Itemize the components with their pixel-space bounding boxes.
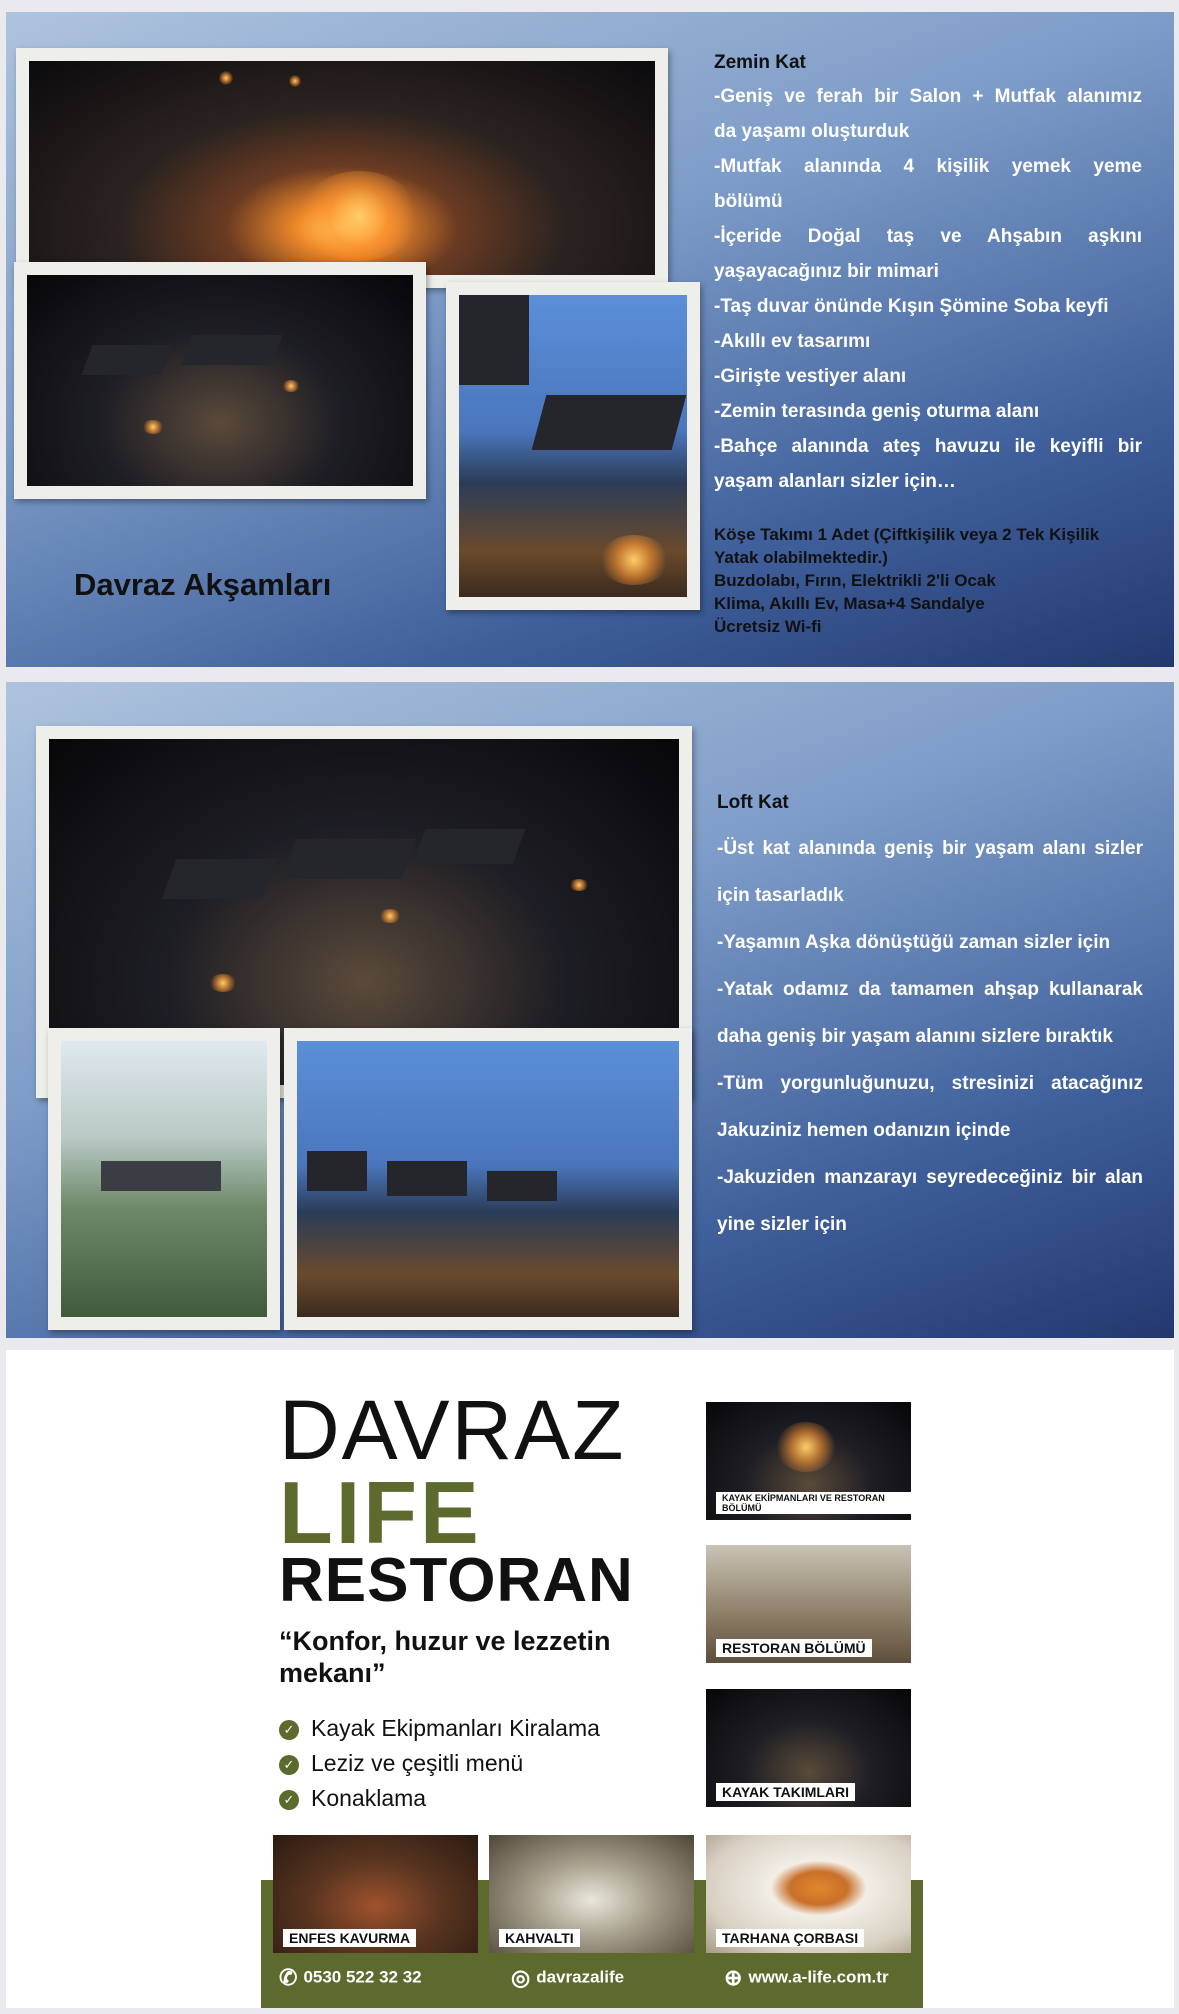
feature-item (279, 1750, 523, 1777)
feature-line: -Zemin terasında geniş oturma alanı (714, 401, 1040, 422)
feature-line: yaşam alanları sizler için… (714, 471, 956, 492)
check-icon: ✓ (279, 1790, 299, 1810)
check-icon: ✓ (279, 1720, 299, 1740)
food-tarhana (706, 1835, 911, 1953)
feature-line: -Jakuziden manzarayı seyredeceğiniz bir alan (717, 1167, 1143, 1188)
feature-line: -Bahçe alanında ateş havuzu ile keyifli bir (714, 436, 1142, 457)
feature-line: -Girişte vestiyer alanı (714, 366, 907, 387)
brand-davraz: DAVRAZ (279, 1383, 626, 1477)
website-contact[interactable] (724, 1965, 889, 1991)
detail-line: Buzdolabı, Fırın, Elektrikli 2'li Ocak (714, 571, 996, 590)
campfire-photo (16, 48, 668, 288)
detail-line: Yatak olabilmektedir.) (714, 548, 888, 567)
food-label: KAHVALTI (499, 1929, 580, 1947)
feature-line: da yaşamı oluşturduk (714, 121, 910, 142)
pine-house-photo (48, 1028, 280, 1330)
phone-number: 0530 522 32 32 (303, 1967, 422, 1987)
detail-line: Klima, Akıllı Ev, Masa+4 Sandalye (714, 594, 985, 613)
feature-line: -Akıllı ev tasarımı (714, 331, 871, 352)
feature-line: Jakuziniz hemen odanızın içinde (717, 1120, 1011, 1141)
website-url: www.a-life.com.tr (748, 1967, 889, 1987)
zemin-kat-details (714, 523, 1154, 638)
food-kahvalti (489, 1835, 694, 1953)
feature-line: -Taş duvar önünde Kışın Şömine Soba keyfi (714, 296, 1109, 317)
thumb-kayak-takimlari (706, 1689, 911, 1807)
feature-label: Kayak Ekipmanları Kiralama (311, 1715, 600, 1741)
food-kavurma (273, 1835, 478, 1953)
restoran-flyer-panel (6, 1350, 1174, 2008)
caption-davraz-aksamlari: Davraz Akşamları (74, 567, 332, 602)
feature-line: daha geniş bir yaşam alanını sizlere bıraktık (717, 1026, 1114, 1047)
feature-line: -Mutfak alanında 4 kişilik yemek yeme (714, 156, 1142, 177)
feature-line: -İçeride Doğal taş ve Ahşabın aşkını (714, 226, 1142, 247)
food-label: TARHANA ÇORBASI (716, 1929, 864, 1947)
heading-zemin-kat: Zemin Kat (714, 52, 806, 73)
detail-line: Köşe Takımı 1 Adet (Çiftkişilik veya 2 Tek Kişilik (714, 525, 1100, 544)
check-icon: ✓ (279, 1755, 299, 1775)
thumb-label: KAYAK TAKIMLARI (716, 1783, 855, 1801)
stone-house-fire-photo (446, 282, 700, 610)
food-label: ENFES KAVURMA (283, 1929, 416, 1947)
heading-loft-kat: Loft Kat (717, 792, 789, 813)
night-cabins-photo (14, 262, 426, 499)
detail-line: Ücretsiz Wi-fi (714, 617, 822, 636)
instagram-handle: davrazalife (536, 1967, 625, 1987)
feature-line: için tasarladık (717, 885, 844, 906)
loft-kat-features (717, 825, 1143, 1248)
feature-item (279, 1785, 426, 1812)
feature-item (279, 1715, 600, 1742)
feature-line: yine sizler için (717, 1214, 847, 1235)
dusk-houses-photo (284, 1028, 692, 1330)
feature-line: -Yaşamın Aşka dönüştüğü zaman sizler için (717, 932, 1111, 953)
feature-label: Leziz ve çeşitli menü (311, 1750, 524, 1776)
feature-line: -Tüm yorgunluğunuzu, stresinizi atacağınız (717, 1073, 1143, 1094)
brand-life: LIFE (279, 1463, 482, 1562)
phone-icon: ✆ (279, 1965, 298, 1990)
feature-line: -Geniş ve ferah bir Salon + Mutfak alanımız (714, 86, 1142, 107)
feature-line: bölümü (714, 191, 783, 212)
thumb-label: RESTORAN BÖLÜMÜ (716, 1639, 872, 1657)
thumb-ekipman-restoran (706, 1402, 911, 1520)
feature-line: -Üst kat alanında geniş bir yaşam alanı sizler (717, 838, 1143, 859)
brand-restoran: RESTORAN (279, 1546, 634, 1615)
zemin-kat-panel (6, 12, 1174, 667)
slogan-quote: “Konfor, huzur ve lezzetin mekanı” (279, 1626, 611, 1688)
feature-line: yaşayacağınız bir mimari (714, 261, 939, 282)
thumb-label: KAYAK EKİPMANLARI VE RESTORAN BÖLÜMÜ (716, 1492, 911, 1514)
thumb-restoran-bolumu (706, 1545, 911, 1663)
instagram-contact[interactable] (511, 1965, 624, 1991)
loft-kat-panel (6, 682, 1174, 1338)
feature-label: Konaklama (311, 1785, 427, 1811)
zemin-kat-features (714, 79, 1142, 499)
feature-line: -Yatak odamız da tamamen ahşap kullanarak (717, 979, 1143, 1000)
phone-contact[interactable] (279, 1965, 422, 1991)
instagram-icon: ◎ (511, 1965, 531, 1990)
globe-icon: ⊕ (724, 1965, 743, 1990)
